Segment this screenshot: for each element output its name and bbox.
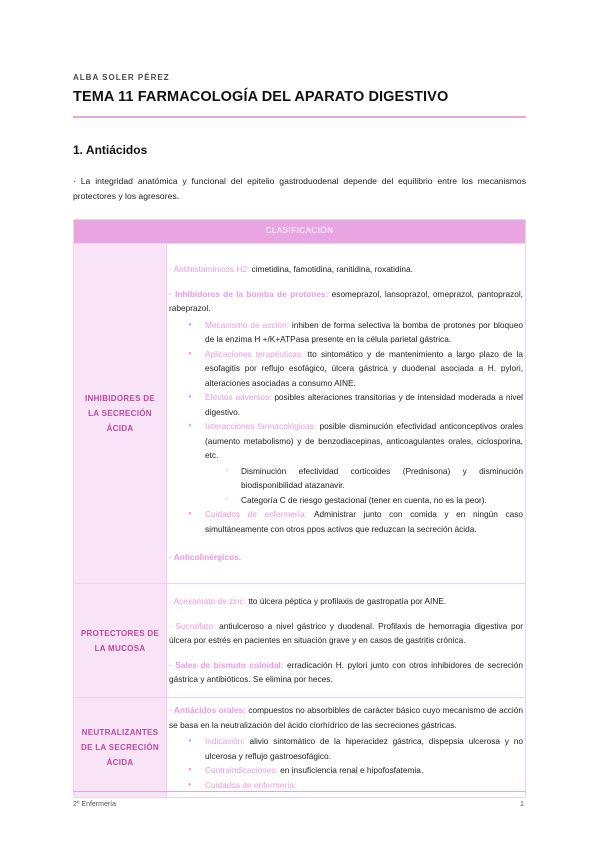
list-item [169,419,523,507]
list-item-text: tto sintomático y de mantenimiento a largo plazo de la esofagitis por reflujo esofágico, úlcera gástrica y duodenal asociada a H. pylori, alteraciones asociadas a consumo AINE. [205,348,524,388]
page-title: TEMA 11 FARMACOLOGÍA DEL APARATO DIGESTIVO [73,89,449,105]
list-item-text: posible disminución efectividad anticonceptivos orales (aumento metabolismo) y de benzodiacepinas, anticoagulantes orales, ciclosporina, etc. [205,421,523,461]
category-cell: PROTECTORES DE LA MUCOSA [74,584,167,698]
table-header-row [74,220,526,244]
table-row [74,244,526,584]
list-item [169,734,523,763]
list-item [169,347,523,391]
list-item-label: Contraindicaciones: [205,765,278,775]
category-cell: NEUTRALIZANTES DE LA SECRECIÓN ÁCIDA [74,698,167,798]
list-item-label: Mecanismo de acción: [205,319,289,330]
content-cell [167,584,526,698]
list-item-label: Efectos adversos: [205,392,272,403]
item-label: · Anticolinérgicos. [169,552,242,563]
list-item [169,390,523,419]
list-item-text: posibles alteraciones transitorias y de intensidad moderada a nivel digestivo. [205,392,523,417]
sub-list [205,464,523,508]
item-text: cimetidina, famotidina, ranitidina, roxatidina. [249,264,413,275]
sub-list-item: ○ Disminución efectividad corticoides (Prednisona) y disminución biodisponibilidad atazanavir. [205,464,523,493]
section-heading: 1. Antiácidos [73,143,148,157]
item-label: · Antiácidos orales: [169,705,246,715]
classification-table [73,219,526,798]
footer-divider [73,791,526,792]
page-number: 1 [520,801,524,808]
list-item [169,778,523,793]
item-text: erradicación H. pylori junto con otros inhibidores de secreción gástrica y antibióticos. Se elimina por heces. [169,659,523,685]
content-cell [167,698,526,798]
list-item-text: Administrar junto con comida y en ningún caso simultáneamente con otros ppos activos que reduzcan la secreción ácida. [205,509,523,534]
list-item-text: en insuficiencia renal e hipofosfatemia. [277,765,424,775]
title-divider [73,116,526,118]
intro-paragraph: · La integridad anatómica y funcional del epitelio gastroduodenal depende del equilibrio entre los mecanismos protectores y los agresores. [73,176,526,201]
category-cell: INHIBIDORES DE LA SECRECIÓN ÁCIDA [74,244,167,584]
list-item-text: alivio sintomático de la hiperacidez gástrica, dispepsia ulcerosa y no ulcerosa y reflujo gastroesofágico. [205,736,523,761]
content-cell [167,244,526,584]
item-text: tto úlcera péptica y profilaxis de gastropatía por AINE. [246,596,447,607]
antiacid-list [169,734,523,792]
list-item-label: Cuidados de enfermería: [205,509,307,520]
item-text: compuestos no absorbibles de carácter básico cuyo mecanismo de acción se basa en la neutralización del ácido clorhídrico de las secreciones gástricas. [169,705,524,730]
list-item-label: Interacciones farmacológicas: [205,421,316,432]
list-item [169,763,523,778]
table-header: CLASIFICACIÓN [74,220,526,244]
table-row [74,698,526,798]
footer-course: 2º Enfermería [73,801,117,808]
list-item [169,318,523,347]
list-item-label: Aplicaciones terapéuticas: [205,348,304,359]
item-text: esomeprazol, lansoprazol, omeprazol, pantoprazol, rabeprazol. [169,288,523,314]
item-label: · Antihistamínicos H2: [169,264,250,275]
list-item-label: Indicación: [205,736,245,746]
item-label: · Inhibidores de la bomba de protones: [169,288,329,299]
sub-list-item: ○ Categoría C de riesgo gestacional (tener en cuenta, no es la peor). [205,493,523,508]
item-label: · Acexamato de zinc: [169,596,247,607]
list-item-label: Cuidados de enfermería: [205,779,297,790]
table-row [74,584,526,698]
item-label: · Sucralfato: [169,620,216,631]
list-item-text: inhiben de forma selectiva la bomba de protones por bloqueo de la enzima H +/K+ATPasa presente en la célula parietal gástrica. [205,319,523,345]
author-name: ALBA SOLER PÉREZ [73,73,170,82]
ibp-list [169,318,523,537]
item-text: antiulceroso a nivel gástrico y duodenal. Profilaxis de hemorragia digestiva por úlcera por estrés en pacientes en situación grave y en casos de gastritis crónica. [169,620,524,646]
list-item [169,507,523,536]
item-label: · Sales de bismuto coloidal: [169,659,284,670]
